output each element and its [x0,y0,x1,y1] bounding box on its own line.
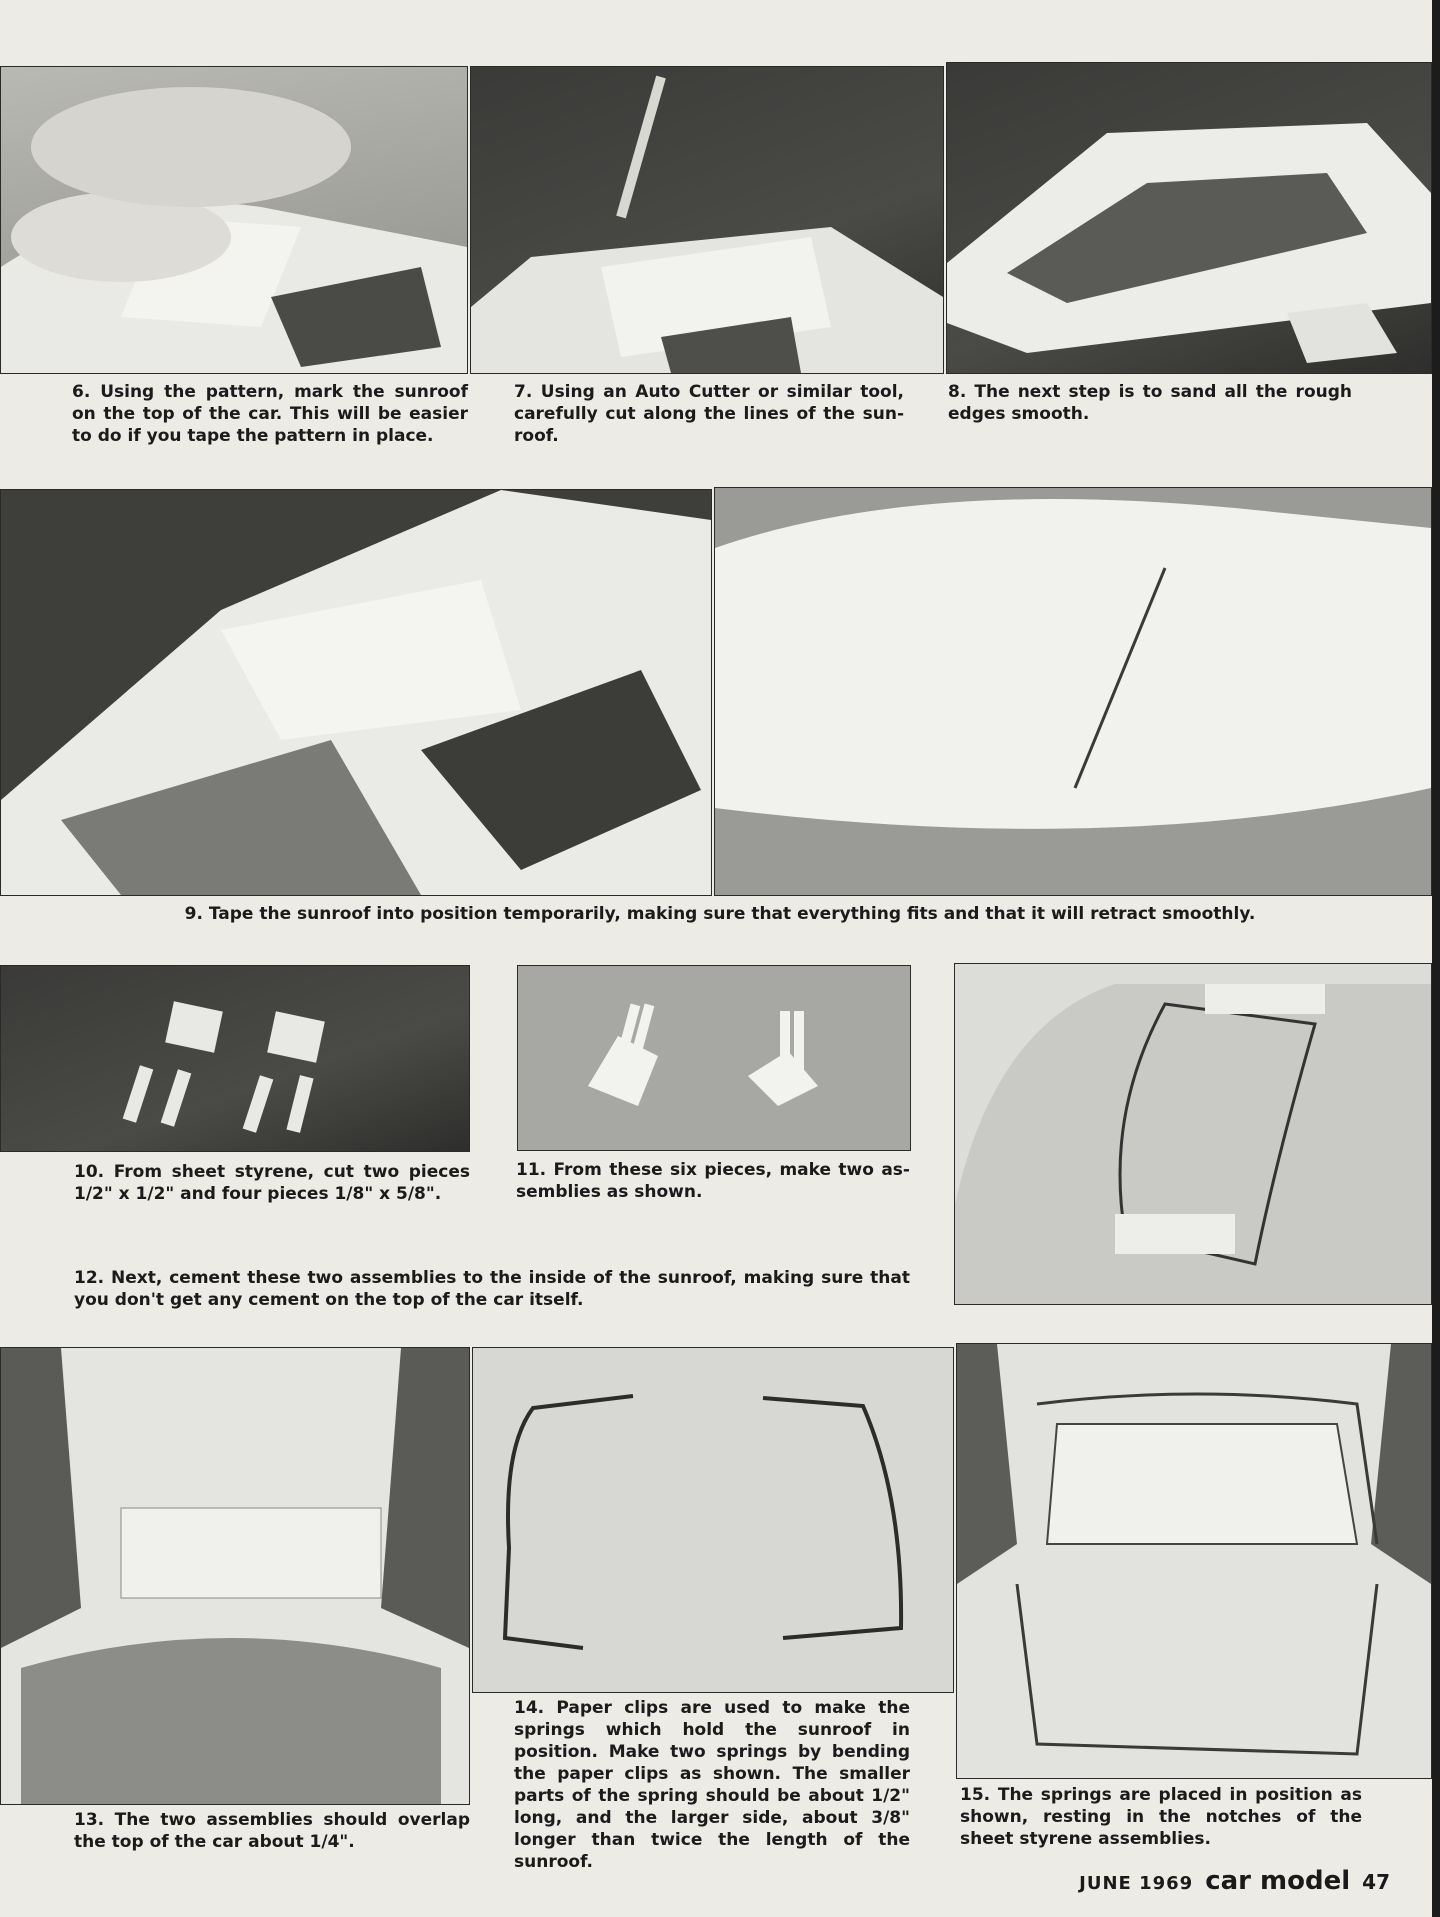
photo-10-illustration [1,966,469,1151]
photo-12-illustration [955,964,1431,1304]
photo-15-illustration [957,1344,1431,1778]
photo-step-9-left [0,489,712,896]
magazine-title: car model [1205,1866,1351,1896]
photo-step-13 [0,1347,470,1805]
caption-step-10: 10. From sheet styrene, cut two pieces 1/2" x 1/2" and four pieces 1/8" x 5/8". [74,1162,470,1204]
photo-9-right-illustration [715,488,1431,895]
page-number: 47 [1362,1870,1390,1894]
caption-step-9: 9. Tape the sunroof into position temporarily, making sure that everything fits and that it will retract smoothly. [184,904,1256,924]
caption-step-14: 14. Paper clips are used to make the springs which hold the sunroof in position. Make two springs by bending the paper clips as shown. The smaller parts of the spring should be about 1/2" long, and the larger side, about 3/8" longer than twice the length of the sunroof. [514,1698,910,1872]
page-footer [1079,1866,1390,1896]
photo-step-15 [956,1343,1432,1779]
caption-step-11: 11. From these six pieces, make two as-semblies as shown. [516,1160,910,1202]
photo-step-9-right [714,487,1432,896]
photo-step-12 [954,963,1432,1305]
photo-9-left-illustration [1,490,711,895]
photo-step-7 [470,66,944,374]
photo-step-8 [946,62,1432,374]
photo-6-illustration [1,67,467,373]
caption-step-7: 7. Using an Auto Cutter or similar tool, carefully cut along the lines of the sun-roof. [514,382,904,446]
photo-8-illustration [947,63,1431,373]
issue-date: JUNE 1969 [1079,1873,1194,1894]
page-edge [1432,0,1440,1917]
photo-step-14 [472,1347,954,1693]
caption-step-13: 13. The two assemblies should overlap the top of the car about 1/4". [74,1810,470,1852]
photo-step-10 [0,965,470,1152]
photo-11-illustration [518,966,910,1150]
caption-step-12: 12. Next, cement these two assemblies to the inside of the sunroof, making sure that you don't get any cement on the top of the car itself. [74,1268,910,1310]
photo-14-illustration [473,1348,953,1692]
caption-step-8: 8. The next step is to sand all the rough edges smooth. [948,382,1352,424]
caption-step-15: 15. The springs are placed in position as shown, resting in the notches of the sheet styrene assemblies. [960,1785,1362,1849]
photo-step-6 [0,66,468,374]
photo-13-illustration [1,1348,469,1804]
photo-step-11 [517,965,911,1151]
photo-7-illustration [471,67,943,373]
caption-step-6: 6. Using the pattern, mark the sunroof on the top of the car. This will be easier to do if you tape the pattern in place. [72,382,468,446]
